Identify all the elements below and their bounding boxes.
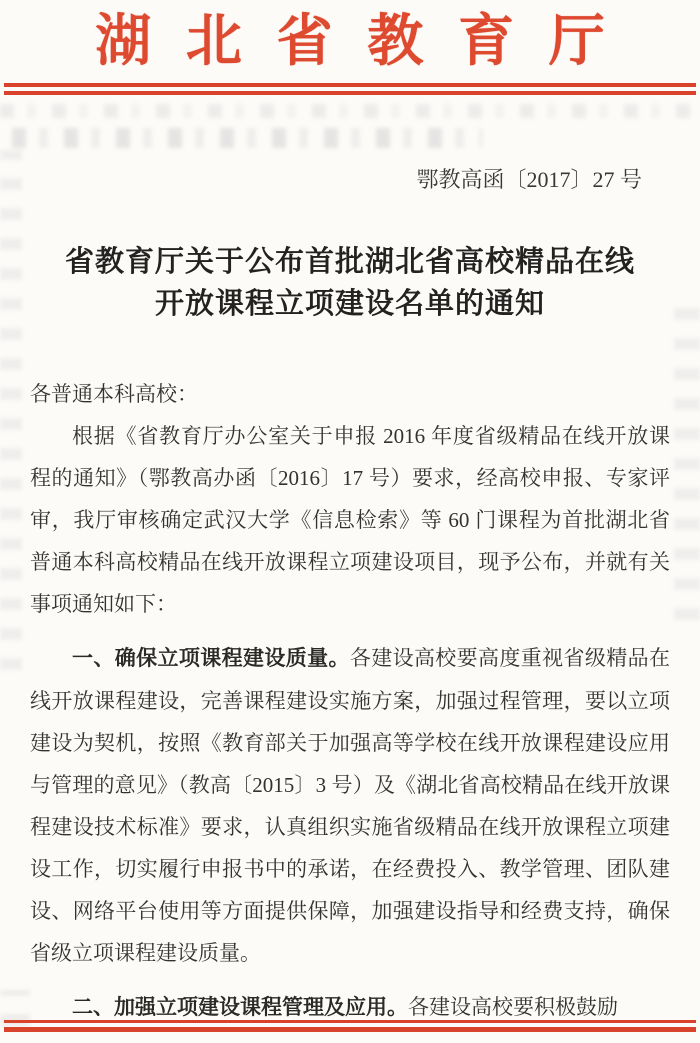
letterhead-agency-name: 湖北省教育厅 <box>95 11 640 73</box>
paragraph-item-2-text: 各建设高校要积极鼓励 <box>408 995 618 1019</box>
bleed-through-noise <box>0 104 700 118</box>
paragraph-intro-text: 根据《省教育厅办公室关于申报 2016 年度省级精品在线开放课程的通知》（鄂教高办函〔2016〕17 号）要求，经高校申报、专家评审，我厅审核确定武汉大学《信息检索》等 60 门课程为首批湖北省普通本科高校精品在线开放课程立项建设项目，现予公布，并就有关事项通知如下： <box>30 424 670 616</box>
bottom-rule-lower <box>4 1027 696 1032</box>
paragraph-intro <box>30 415 670 625</box>
document-number: 鄂教高函〔2017〕27 号 <box>416 167 642 192</box>
letterhead-rule-upper <box>4 83 696 87</box>
paragraph-item-1-heading: 一、确保立项课程建设质量。 <box>72 647 350 670</box>
document-title-line-2: 开放课程立项建设名单的通知 <box>154 288 545 320</box>
paragraph-item-1-text: 各建设高校要高度重视省级精品在线开放课程建设，完善课程建设实施方案，加强过程管理，要以立项建设为契机，按照《教育部关于加强高等学校在线开放课程建设应用与管理的意见》（教高〔2015〕3 号）及《湖北省高校精品在线开放课程建设技术标准》要求，认真组织实施省级精品在线开放课程立项建设工作，切实履行申报书中的承诺，在经费投入、教学管理、团队建设、网络平台使用等方面提供保障，加强建设指导和经费支持，确保省级立项课程建设质量。 <box>30 646 671 965</box>
document-title <box>0 241 700 325</box>
document-body <box>0 373 700 1029</box>
bottom-rule-upper <box>4 1020 696 1023</box>
salutation: 各普通本科高校： <box>30 382 198 406</box>
paragraph-item-1 <box>30 637 670 974</box>
document-title-line-1: 省教育厅关于公布首批湖北省高校精品在线 <box>64 246 635 278</box>
letterhead-rule-lower <box>4 91 696 95</box>
bleed-through-noise <box>12 128 482 148</box>
paragraph-item-2-heading: 二、加强立项建设课程管理及应用。 <box>72 996 408 1019</box>
page-bottom-rules <box>4 1020 696 1032</box>
letterhead <box>0 0 700 95</box>
